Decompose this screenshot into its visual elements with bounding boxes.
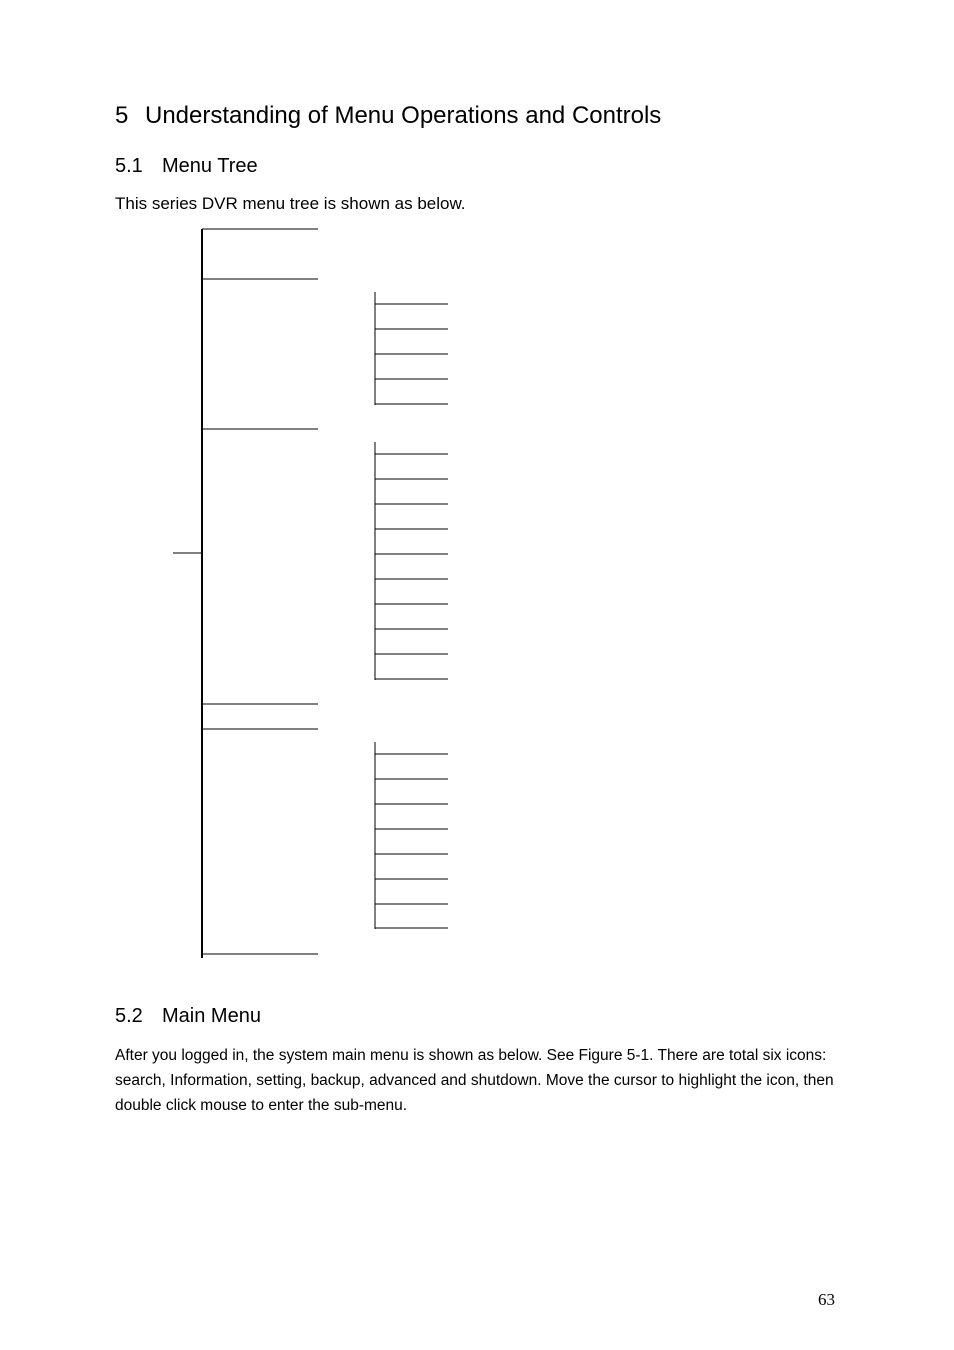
section-number: 5.1 — [115, 155, 143, 177]
chapter-title: Understanding of Menu Operations and Controls — [145, 102, 662, 129]
section-number: 5.2 — [115, 1005, 143, 1027]
menu-tree-intro: This series DVR menu tree is shown as below. — [115, 194, 466, 213]
main-menu-paragraph: After you logged in, the system main menu is shown as below. See Figure 5-1. There are total six icons: search, Information, setting, backup, advanced and shutdown. Move the cursor to highlight the icon, then double click mouse to enter the sub-menu. — [115, 1047, 834, 1114]
chapter-number: 5 — [115, 102, 129, 129]
section-title: Main Menu — [162, 1005, 261, 1027]
page-number: 63 — [818, 1290, 835, 1309]
section-title: Menu Tree — [162, 155, 258, 177]
section-heading-main-menu — [115, 1005, 261, 1028]
